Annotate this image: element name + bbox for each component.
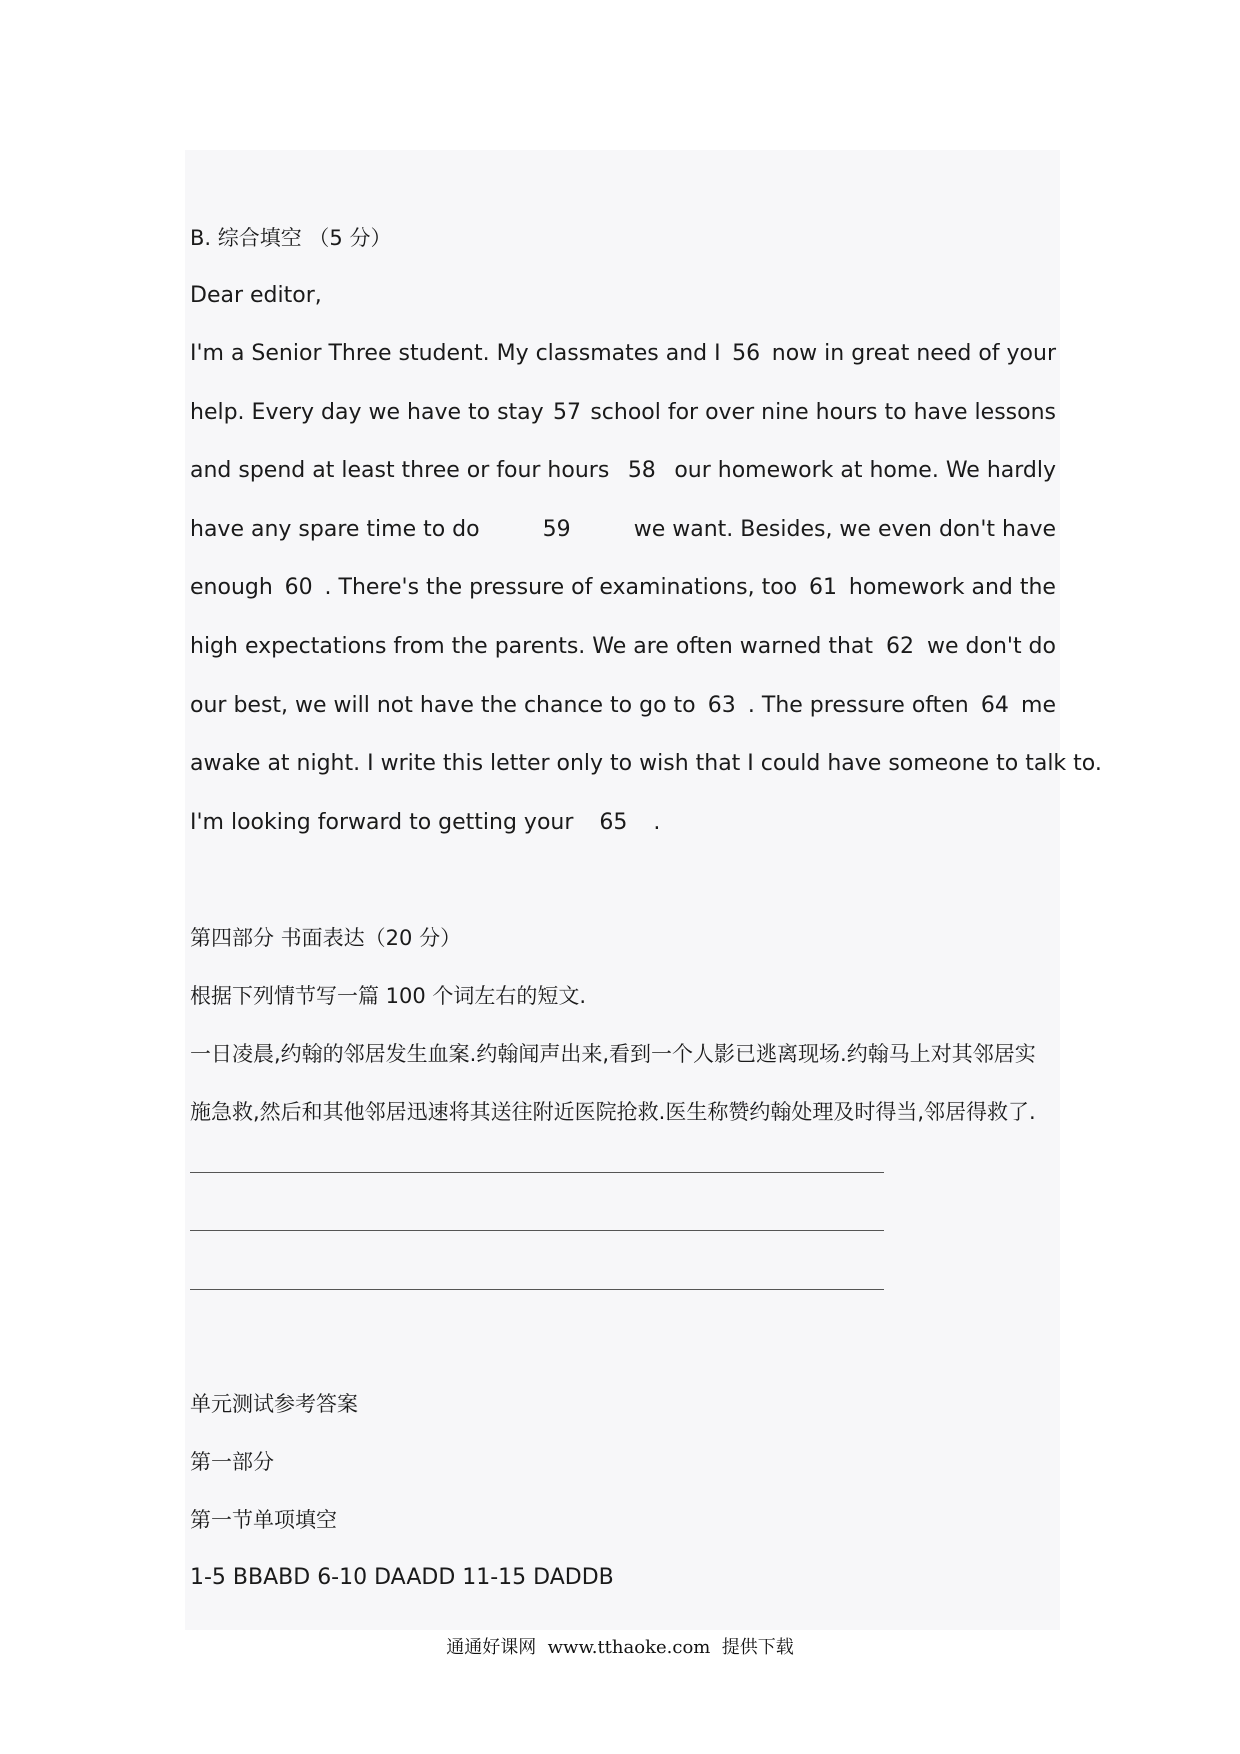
- answer-section-label: 第一节单项填空: [190, 1508, 337, 1532]
- passage-line: [190, 750, 1102, 778]
- passage-line: [190, 574, 1056, 602]
- passage-text: . The pressure often: [747, 693, 969, 718]
- passage-text: now in great need of your: [771, 341, 1056, 366]
- part-four-heading: 第四部分 书面表达（20 分）: [190, 926, 462, 950]
- blank-number: 57: [553, 400, 581, 425]
- blank-number: 60: [284, 575, 313, 600]
- passage-text: I'm a Senior Three student. My classmates and I: [190, 341, 721, 366]
- blank-number: 61: [809, 575, 837, 600]
- passage-text: help. Every day we have to stay: [190, 400, 544, 425]
- passage-text: .: [653, 810, 661, 835]
- section-b-heading: B. 综合填空 （5 分）: [190, 226, 392, 250]
- passage-line: [190, 399, 1056, 427]
- writing-instruction: 根据下列情节写一篇 100 个词左右的短文.: [190, 984, 587, 1008]
- scenario-line-2: 施急救,然后和其他邻居迅速将其送往附近医院抢救.医生称赞约翰处理及时得当,邻居得救了.: [190, 1100, 1036, 1124]
- footer-credit: 通通好课网 www.tthaoke.com 提供下载: [446, 1637, 794, 1658]
- passage-text: I'm looking forward to getting your: [190, 810, 574, 835]
- passage-line: [190, 633, 1056, 661]
- passage-text: enough: [190, 575, 273, 600]
- blank-number: 56: [732, 341, 761, 366]
- passage-text: and spend at least three or four hours: [190, 458, 610, 483]
- passage-line: [190, 516, 1056, 544]
- passage-line: [190, 692, 1056, 720]
- blank-number: 58: [627, 458, 656, 483]
- passage-line: [190, 340, 1056, 368]
- writing-blank-line: [190, 1172, 884, 1173]
- passage-text: me: [1021, 693, 1056, 718]
- passage-text: homework and the: [848, 575, 1056, 600]
- blank-number: 62: [886, 634, 914, 659]
- passage-text: we want. Besides, we even don't have: [633, 517, 1056, 542]
- passage-text: awake at night. I write this letter only to wish that I could have someone to talk to.: [190, 751, 1102, 776]
- answer-line: 1-5 BBABD 6-10 DAADD 11-15 DADDB: [190, 1565, 614, 1590]
- answer-part-label: 第一部分: [190, 1450, 274, 1474]
- passage-text: our homework at home. We hardly: [674, 458, 1056, 483]
- passage-text: . There's the pressure of examinations, too: [324, 575, 798, 600]
- passage-line: [190, 457, 1056, 485]
- blank-number: 59: [542, 517, 571, 542]
- blank-number: 63: [707, 693, 736, 718]
- scenario-line-1: 一日凌晨,约翰的邻居发生血案.约翰闻声出来,看到一个人影已逃离现场.约翰马上对其邻居实: [190, 1042, 1036, 1066]
- passage-text: high expectations from the parents. We are often warned that: [190, 634, 873, 659]
- passage-text: have any spare time to do: [190, 517, 480, 542]
- passage-text: school for over nine hours to have lessons: [590, 400, 1056, 425]
- blank-number: 64: [980, 693, 1009, 718]
- blank-number: 65: [599, 810, 628, 835]
- passage-text: our best, we will not have the chance to go to: [190, 693, 696, 718]
- letter-greeting: Dear editor,: [190, 283, 322, 308]
- writing-blank-line: [190, 1230, 884, 1231]
- answer-key-heading: 单元测试参考答案: [190, 1392, 358, 1416]
- passage-text: we don't do: [927, 634, 1056, 659]
- passage-line: [190, 809, 1056, 837]
- writing-blank-line: [190, 1289, 884, 1290]
